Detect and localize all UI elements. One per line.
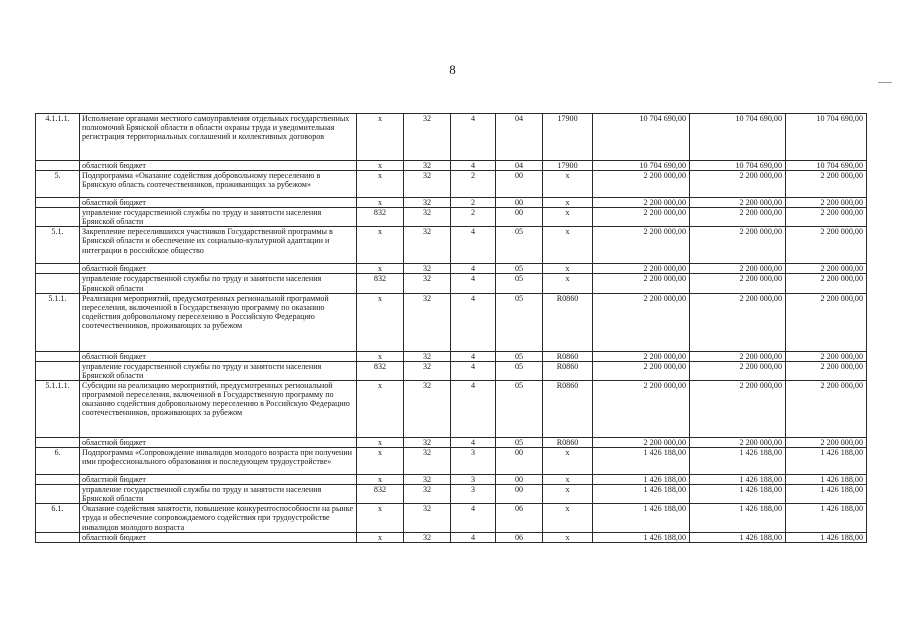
col-subprogram-code: 2 (451, 208, 496, 227)
col-amount-year3: 10 704 690,00 (786, 161, 867, 171)
col-ministry-code: x (357, 504, 404, 532)
col-amount-year2: 2 200 000,00 (690, 293, 786, 351)
table-row (36, 293, 867, 351)
col-program-code: 32 (404, 171, 451, 198)
col-expense-code: 17900 (543, 114, 593, 161)
col-amount-year3: 2 200 000,00 (786, 274, 867, 293)
col-amount-year1: 2 200 000,00 (593, 264, 690, 274)
col-direction-code: 05 (496, 380, 543, 437)
row-number: 5. (36, 171, 80, 198)
col-expense-code: 17900 (543, 161, 593, 171)
col-expense-code: R0860 (543, 293, 593, 351)
row-name: Подпрограмма «Оказание содействия добровольному переселению в Брянскую область соотечественников, проживающих за рубежом» (80, 171, 357, 198)
col-direction-code: 04 (496, 114, 543, 161)
col-amount-year1: 2 200 000,00 (593, 293, 690, 351)
col-amount-year2: 2 200 000,00 (690, 264, 786, 274)
col-direction-code: 00 (496, 475, 543, 485)
table-row (36, 448, 867, 475)
col-amount-year2: 10 704 690,00 (690, 161, 786, 171)
col-ministry-code: x (357, 161, 404, 171)
table-row (36, 380, 867, 437)
col-amount-year3: 1 426 188,00 (786, 504, 867, 532)
col-subprogram-code: 4 (451, 351, 496, 361)
col-amount-year2: 1 426 188,00 (690, 475, 786, 485)
col-amount-year3: 2 200 000,00 (786, 351, 867, 361)
col-subprogram-code: 3 (451, 475, 496, 485)
col-subprogram-code: 2 (451, 198, 496, 208)
col-amount-year1: 2 200 000,00 (593, 380, 690, 437)
row-number: 5.1. (36, 227, 80, 264)
col-ministry-code: x (357, 437, 404, 447)
col-amount-year3: 1 426 188,00 (786, 475, 867, 485)
col-direction-code: 05 (496, 361, 543, 380)
row-name: Закрепление переселившихся участников Государственной программы в Брянской области и обеспечение их социально-культурной адаптации и интеграции в российское общество (80, 227, 357, 264)
col-amount-year1: 2 200 000,00 (593, 198, 690, 208)
col-direction-code: 05 (496, 293, 543, 351)
col-expense-code: R0860 (543, 380, 593, 437)
row-name: Субсидии на реализацию мероприятий, предусмотренных региональной программой переселения, включенной в Государственную программу по оказанию содействия добровольному переселению в Российскую Федерацию соотечественников, проживающих за рубежом (80, 380, 357, 437)
col-subprogram-code: 4 (451, 504, 496, 532)
row-number (36, 361, 80, 380)
col-program-code: 32 (404, 448, 451, 475)
table-row (36, 485, 867, 504)
row-number (36, 161, 80, 171)
table-row (36, 161, 867, 171)
table-row (36, 274, 867, 293)
row-name: областной бюджет (80, 198, 357, 208)
col-ministry-code: 832 (357, 361, 404, 380)
col-amount-year3: 2 200 000,00 (786, 171, 867, 198)
col-ministry-code: x (357, 227, 404, 264)
col-ministry-code: x (357, 293, 404, 351)
col-ministry-code: x (357, 532, 404, 542)
col-direction-code: 00 (496, 448, 543, 475)
row-name: управление государственной службы по труду и занятости населения Брянской области (80, 485, 357, 504)
col-amount-year1: 2 200 000,00 (593, 351, 690, 361)
col-amount-year3: 1 426 188,00 (786, 485, 867, 504)
row-number (36, 264, 80, 274)
col-amount-year1: 1 426 188,00 (593, 475, 690, 485)
row-number (36, 274, 80, 293)
row-name: управление государственной службы по труду и занятости населения Брянской области (80, 361, 357, 380)
col-amount-year2: 2 200 000,00 (690, 227, 786, 264)
col-subprogram-code: 4 (451, 274, 496, 293)
col-amount-year2: 10 704 690,00 (690, 114, 786, 161)
row-number: 6. (36, 448, 80, 475)
col-expense-code: R0860 (543, 361, 593, 380)
col-expense-code: x (543, 504, 593, 532)
col-expense-code: R0860 (543, 351, 593, 361)
row-name: областной бюджет (80, 264, 357, 274)
row-name: Реализация мероприятий, предусмотренных региональной программой переселения, включенной в Государственную программу по оказанию содействия добровольному переселению в Российскую Федерацию соотечественников, проживающих за рубежом (80, 293, 357, 351)
col-subprogram-code: 4 (451, 114, 496, 161)
col-amount-year3: 2 200 000,00 (786, 227, 867, 264)
col-ministry-code: x (357, 114, 404, 161)
row-number: 6.1. (36, 504, 80, 532)
col-amount-year3: 1 426 188,00 (786, 532, 867, 542)
col-amount-year1: 2 200 000,00 (593, 361, 690, 380)
table-row (36, 361, 867, 380)
table-row (36, 208, 867, 227)
col-program-code: 32 (404, 380, 451, 437)
col-amount-year3: 10 704 690,00 (786, 114, 867, 161)
page-number: 8 (449, 62, 456, 77)
row-number: 5.1.1.1. (36, 380, 80, 437)
table-row (36, 504, 867, 532)
table-row (36, 475, 867, 485)
col-subprogram-code: 3 (451, 448, 496, 475)
col-direction-code: 05 (496, 351, 543, 361)
col-amount-year2: 2 200 000,00 (690, 437, 786, 447)
col-direction-code: 06 (496, 504, 543, 532)
budget-table (35, 113, 867, 543)
col-program-code: 32 (404, 198, 451, 208)
col-amount-year1: 2 200 000,00 (593, 274, 690, 293)
col-subprogram-code: 2 (451, 171, 496, 198)
col-subprogram-code: 4 (451, 437, 496, 447)
col-amount-year2: 2 200 000,00 (690, 361, 786, 380)
row-name: областной бюджет (80, 351, 357, 361)
col-amount-year1: 1 426 188,00 (593, 504, 690, 532)
row-number: 4.1.1.1. (36, 114, 80, 161)
col-subprogram-code: 4 (451, 361, 496, 380)
col-subprogram-code: 4 (451, 227, 496, 264)
col-amount-year1: 2 200 000,00 (593, 227, 690, 264)
col-amount-year3: 2 200 000,00 (786, 264, 867, 274)
col-amount-year2: 1 426 188,00 (690, 485, 786, 504)
col-program-code: 32 (404, 475, 451, 485)
col-subprogram-code: 4 (451, 161, 496, 171)
col-program-code: 32 (404, 485, 451, 504)
col-program-code: 32 (404, 351, 451, 361)
col-amount-year1: 1 426 188,00 (593, 532, 690, 542)
table-row (36, 437, 867, 447)
col-amount-year3: 2 200 000,00 (786, 198, 867, 208)
col-ministry-code: 832 (357, 208, 404, 227)
col-expense-code: x (543, 448, 593, 475)
col-amount-year3: 2 200 000,00 (786, 361, 867, 380)
col-program-code: 32 (404, 227, 451, 264)
row-name: областной бюджет (80, 437, 357, 447)
col-program-code: 32 (404, 274, 451, 293)
col-subprogram-code: 4 (451, 264, 496, 274)
col-amount-year2: 2 200 000,00 (690, 274, 786, 293)
col-program-code: 32 (404, 208, 451, 227)
col-expense-code: R0860 (543, 437, 593, 447)
col-amount-year2: 1 426 188,00 (690, 448, 786, 475)
table-row (36, 227, 867, 264)
col-program-code: 32 (404, 293, 451, 351)
col-amount-year1: 10 704 690,00 (593, 161, 690, 171)
col-expense-code: x (543, 475, 593, 485)
col-subprogram-code: 3 (451, 485, 496, 504)
col-subprogram-code: 4 (451, 293, 496, 351)
col-expense-code: x (543, 485, 593, 504)
row-number: 5.1.1. (36, 293, 80, 351)
col-direction-code: 05 (496, 274, 543, 293)
col-amount-year2: 2 200 000,00 (690, 351, 786, 361)
col-amount-year2: 1 426 188,00 (690, 532, 786, 542)
row-name: областной бюджет (80, 161, 357, 171)
col-amount-year3: 1 426 188,00 (786, 448, 867, 475)
col-direction-code: 00 (496, 208, 543, 227)
col-program-code: 32 (404, 161, 451, 171)
scan-mark (878, 82, 892, 83)
col-subprogram-code: 4 (451, 532, 496, 542)
col-program-code: 32 (404, 504, 451, 532)
col-amount-year1: 2 200 000,00 (593, 171, 690, 198)
row-name: управление государственной службы по труду и занятости населения Брянской области (80, 208, 357, 227)
row-number (36, 437, 80, 447)
col-amount-year2: 2 200 000,00 (690, 198, 786, 208)
table-row (36, 351, 867, 361)
col-amount-year3: 2 200 000,00 (786, 437, 867, 447)
row-name: Исполнение органами местного самоуправления отдельных государственных полномочий Брянской области в области охраны труда и уведомительная регистрация территориальных соглашений и коллективных договоров (80, 114, 357, 161)
col-program-code: 32 (404, 114, 451, 161)
row-number (36, 532, 80, 542)
col-direction-code: 05 (496, 227, 543, 264)
col-expense-code: x (543, 208, 593, 227)
table-row (36, 264, 867, 274)
col-expense-code: x (543, 171, 593, 198)
row-number (36, 351, 80, 361)
col-amount-year3: 2 200 000,00 (786, 380, 867, 437)
col-ministry-code: x (357, 448, 404, 475)
col-expense-code: x (543, 274, 593, 293)
col-amount-year2: 1 426 188,00 (690, 504, 786, 532)
col-direction-code: 00 (496, 485, 543, 504)
col-ministry-code: x (357, 171, 404, 198)
row-number (36, 208, 80, 227)
col-expense-code: x (543, 198, 593, 208)
col-amount-year3: 2 200 000,00 (786, 208, 867, 227)
col-direction-code: 04 (496, 161, 543, 171)
row-number (36, 475, 80, 485)
col-amount-year1: 1 426 188,00 (593, 448, 690, 475)
row-name: Подпрограмма «Сопровождение инвалидов молодого возраста при получении ими профессионального образования и последующем трудоустройстве» (80, 448, 357, 475)
row-name: Оказание содействия занятости, повышение конкурентоспособности на рынке труда и обеспечение сопровождаемого содействия при трудоустройстве инвалидов молодого возраста (80, 504, 357, 532)
col-direction-code: 00 (496, 198, 543, 208)
col-ministry-code: x (357, 264, 404, 274)
row-number (36, 198, 80, 208)
row-name: управление государственной службы по труду и занятости населения Брянской области (80, 274, 357, 293)
row-name: областной бюджет (80, 475, 357, 485)
row-name: областной бюджет (80, 532, 357, 542)
col-direction-code: 05 (496, 437, 543, 447)
col-expense-code: x (543, 532, 593, 542)
col-expense-code: x (543, 227, 593, 264)
col-program-code: 32 (404, 437, 451, 447)
col-amount-year2: 2 200 000,00 (690, 208, 786, 227)
col-ministry-code: x (357, 351, 404, 361)
col-ministry-code: x (357, 198, 404, 208)
col-amount-year2: 2 200 000,00 (690, 171, 786, 198)
col-program-code: 32 (404, 361, 451, 380)
col-ministry-code: 832 (357, 485, 404, 504)
col-program-code: 32 (404, 264, 451, 274)
table-row (36, 114, 867, 161)
col-amount-year1: 10 704 690,00 (593, 114, 690, 161)
row-number (36, 485, 80, 504)
col-ministry-code: x (357, 475, 404, 485)
col-direction-code: 00 (496, 171, 543, 198)
col-ministry-code: x (357, 380, 404, 437)
table-row (36, 171, 867, 198)
col-ministry-code: 832 (357, 274, 404, 293)
col-expense-code: x (543, 264, 593, 274)
col-direction-code: 05 (496, 264, 543, 274)
col-amount-year2: 2 200 000,00 (690, 380, 786, 437)
col-subprogram-code: 4 (451, 380, 496, 437)
col-amount-year3: 2 200 000,00 (786, 293, 867, 351)
col-direction-code: 06 (496, 532, 543, 542)
col-amount-year1: 2 200 000,00 (593, 437, 690, 447)
col-program-code: 32 (404, 532, 451, 542)
table-row (36, 532, 867, 542)
col-amount-year1: 2 200 000,00 (593, 208, 690, 227)
col-amount-year1: 1 426 188,00 (593, 485, 690, 504)
table-row (36, 198, 867, 208)
